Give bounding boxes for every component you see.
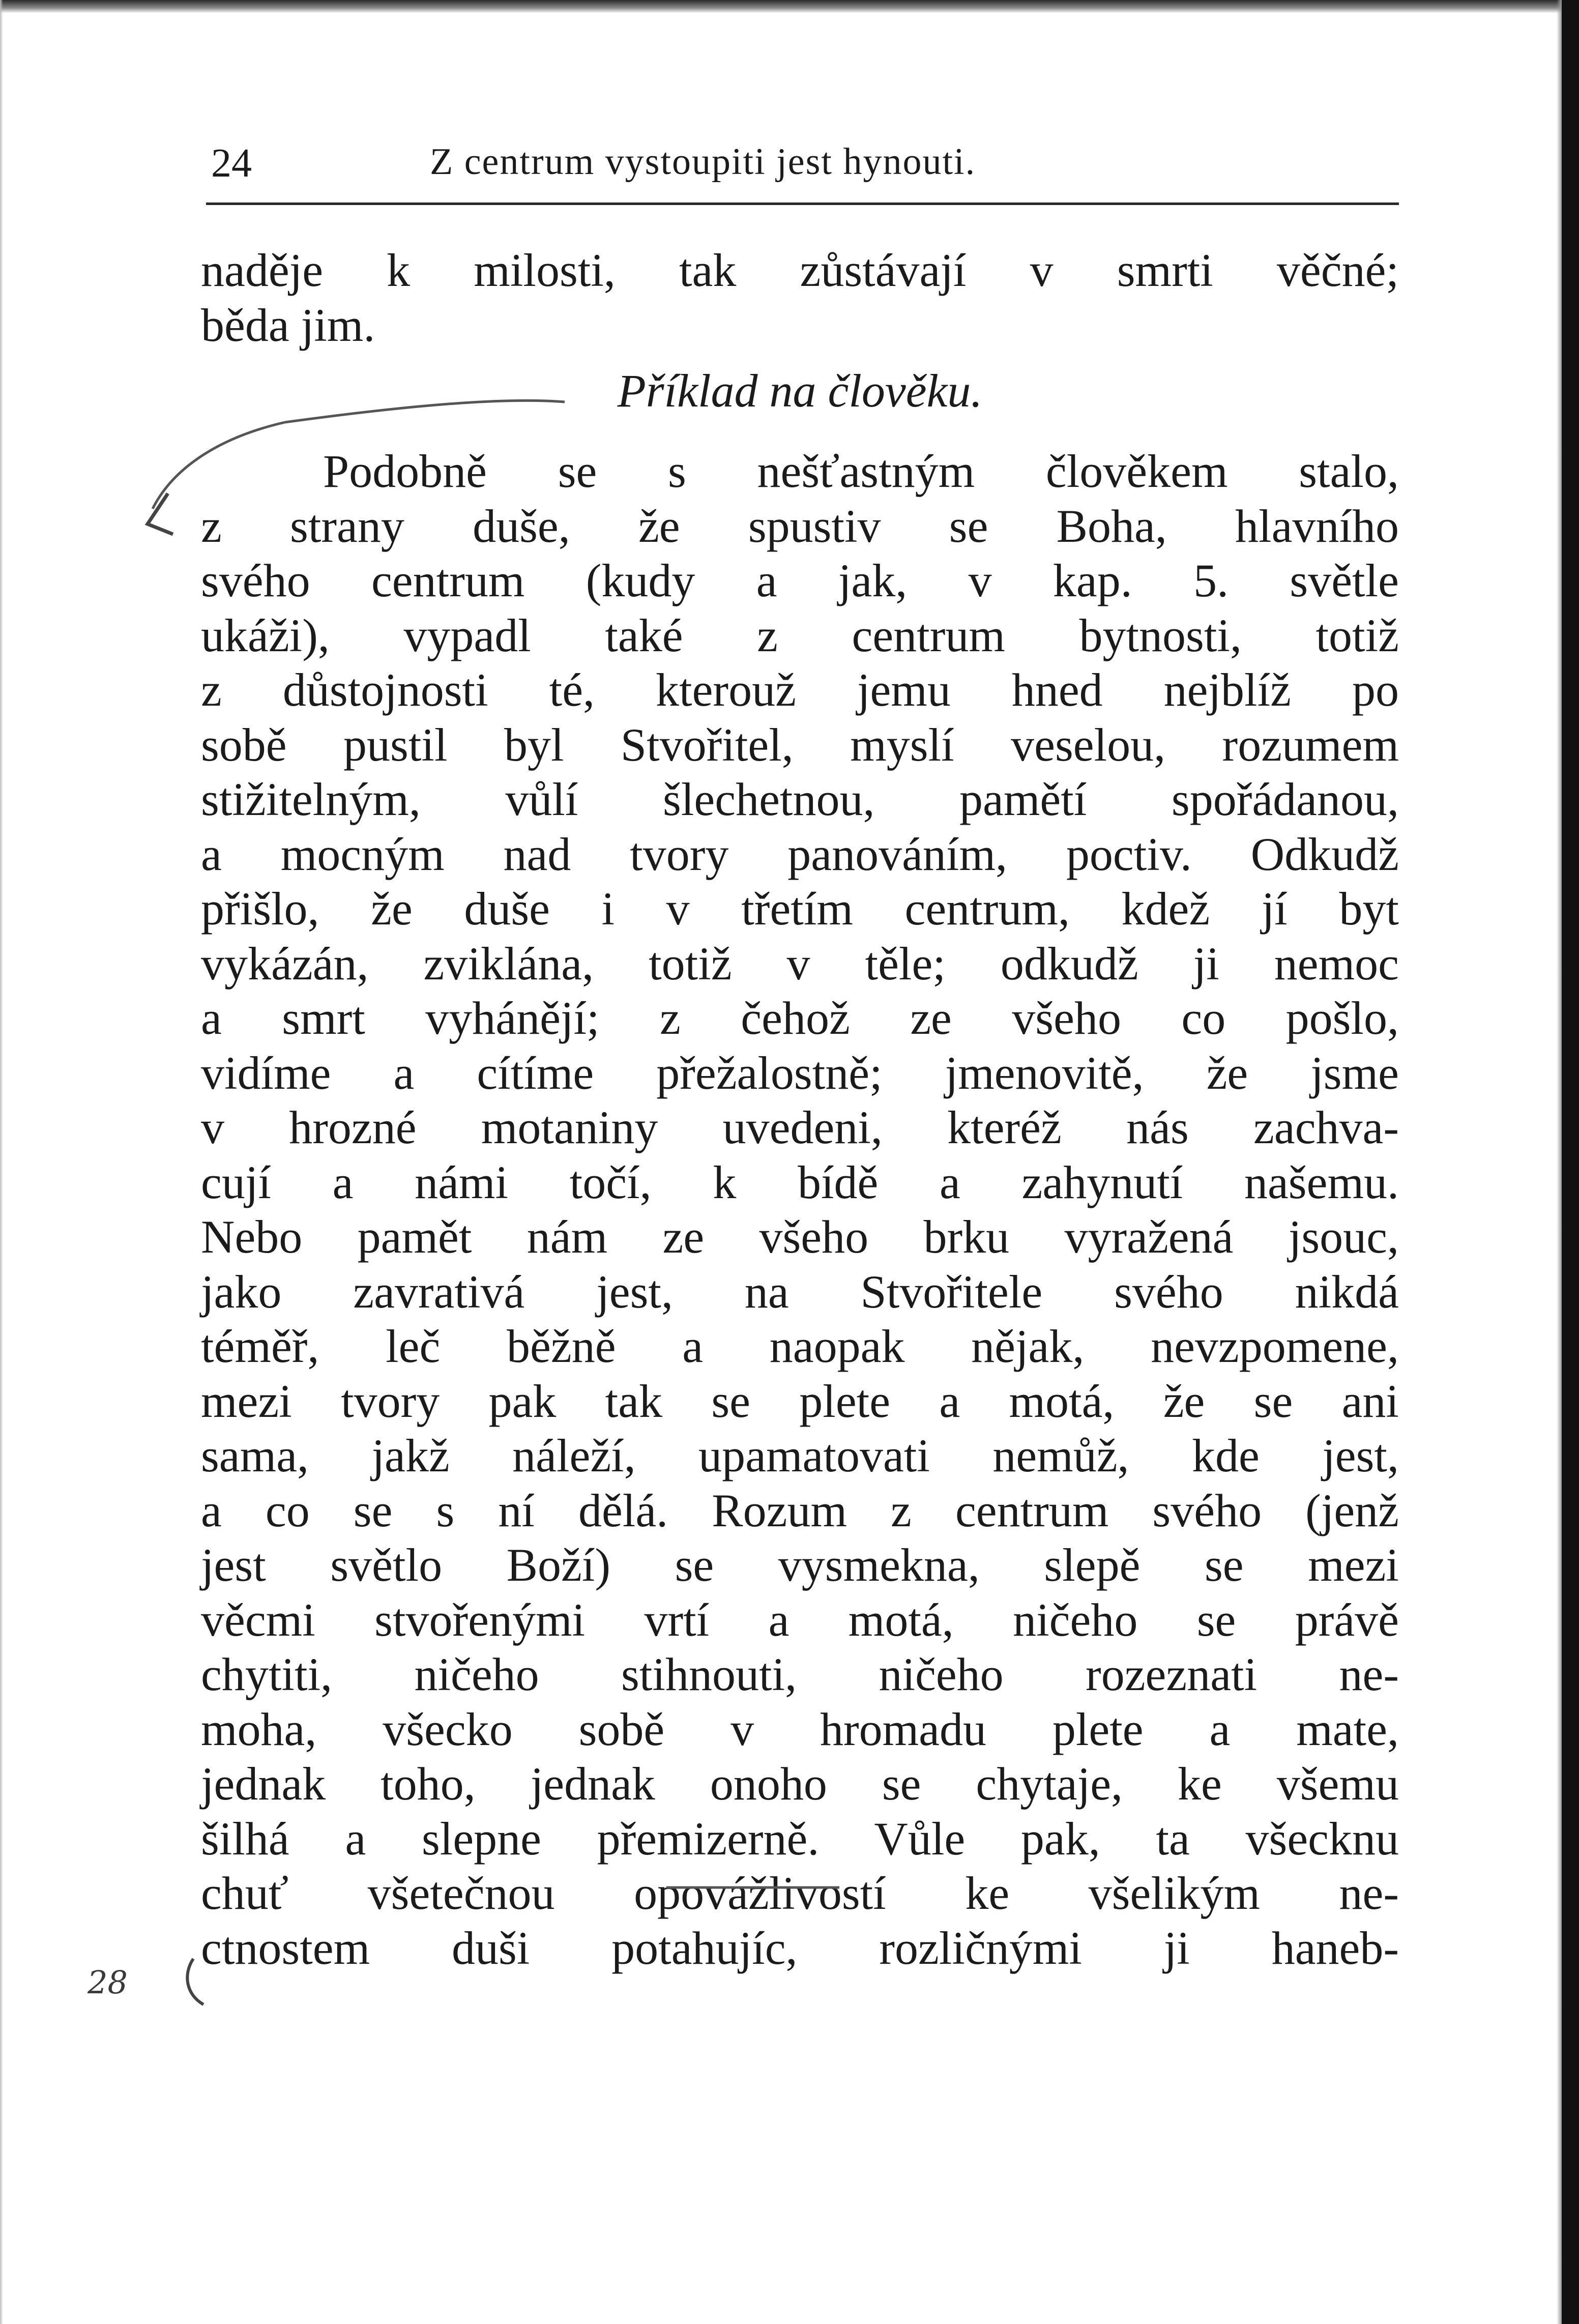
text-line: ukáži), vypadl také z centrum bytnosti, totiž <box>201 609 1399 661</box>
running-title: Z centrum vystoupiti jest hynouti. <box>430 141 976 183</box>
text-line: stižitelným, vůlí šlechetnou, pamětí spořádanou, <box>201 773 1399 825</box>
scan-border-right-shadow <box>1557 0 1562 2324</box>
text-line: věcmi stvořenými vrtí a motá, ničeho se právě <box>201 1593 1399 1646</box>
text-line: z důstojnosti té, kterouž jemu hned nejblíž po <box>201 664 1399 716</box>
text-line: jest světlo Boží) se vysmekna, slepě se mezi <box>201 1539 1399 1591</box>
text-line: cují a námi točí, k bídě a zahynutí našemu. <box>201 1156 1399 1208</box>
text-line: chytiti, ničeho stihnouti, ničeho rozeznati ne- <box>201 1648 1399 1700</box>
page-body <box>201 243 1399 1976</box>
text-line: jednak toho, jednak onoho se chytaje, ke všemu <box>201 1758 1399 1810</box>
text-line: vykázán, zviklána, totiž v těle; odkudž ji nemoc <box>201 937 1399 990</box>
section-heading: Příklad na člověku. <box>617 365 983 417</box>
text-line: běda jim. <box>201 299 375 351</box>
handwritten-margin-note: 28 <box>87 1964 128 2001</box>
scan-border-top <box>0 0 1579 13</box>
text-line: z strany duše, že spustiv se Boha, hlavního <box>201 500 1399 552</box>
spacer <box>201 424 1399 444</box>
text-line: šilhá a slepne přemizerně. Vůle pak, ta všecknu <box>201 1812 1399 1865</box>
page-number: 24 <box>211 141 252 186</box>
text-line: a mocným nad tvory panováním, poctiv. Odkudž <box>201 828 1399 880</box>
text-line: sama, jakž náleží, upamatovati nemůž, kde jest, <box>201 1430 1399 1481</box>
text-line: přišlo, že duše i v třetím centrum, kdež jí byt <box>201 883 1399 935</box>
text-line: Nebo pamět nám ze všeho brku vyražená jsouc, <box>201 1211 1399 1263</box>
pencil-arrow-mark <box>148 493 173 534</box>
header-rule <box>206 202 1399 205</box>
text-line: jako zavrativá jest, na Stvořitele svého nikdá <box>201 1265 1399 1318</box>
text-line: naděje k milosti, tak zůstávají v smrti věčné; <box>201 244 1399 296</box>
text-line: a co se s ní dělá. Rozum z centrum svého (jenž <box>201 1484 1399 1536</box>
text-line: téměř, leč běžně a naopak nějak, nevzpomene, <box>201 1320 1399 1372</box>
text-line: vidíme a cítíme přežalostně; jmenovitě, že jsme <box>201 1047 1399 1099</box>
text-line: sobě pustil byl Stvořitel, myslí veselou, rozumem <box>201 718 1399 771</box>
text-line: moha, všecko sobě v hromadu plete a mate, <box>201 1703 1399 1755</box>
page-header <box>206 137 1399 204</box>
text-line: Podobně se s nešťastným člověkem stalo, <box>323 445 1399 497</box>
text-line: mezi tvory pak tak se plete a motá, že se ani <box>201 1375 1399 1427</box>
scan-border-right <box>1562 0 1579 2324</box>
text-line: ctnostem duši potahujíc, rozličnými ji haneb- <box>201 1922 1399 1974</box>
text-line: a smrt vyhánějí; z čehož ze všeho co pošlo, <box>201 992 1399 1044</box>
text-line: svého centrum (kudy a jak, v kap. 5. světle <box>201 555 1399 606</box>
text-line: chuť všetečnou opovážlivostí ke všelikým ne- <box>201 1867 1399 1919</box>
scan-border-left <box>0 0 3 2324</box>
text-line: v hrozné motaniny uvedeni, kteréž nás zachva- <box>201 1101 1399 1153</box>
